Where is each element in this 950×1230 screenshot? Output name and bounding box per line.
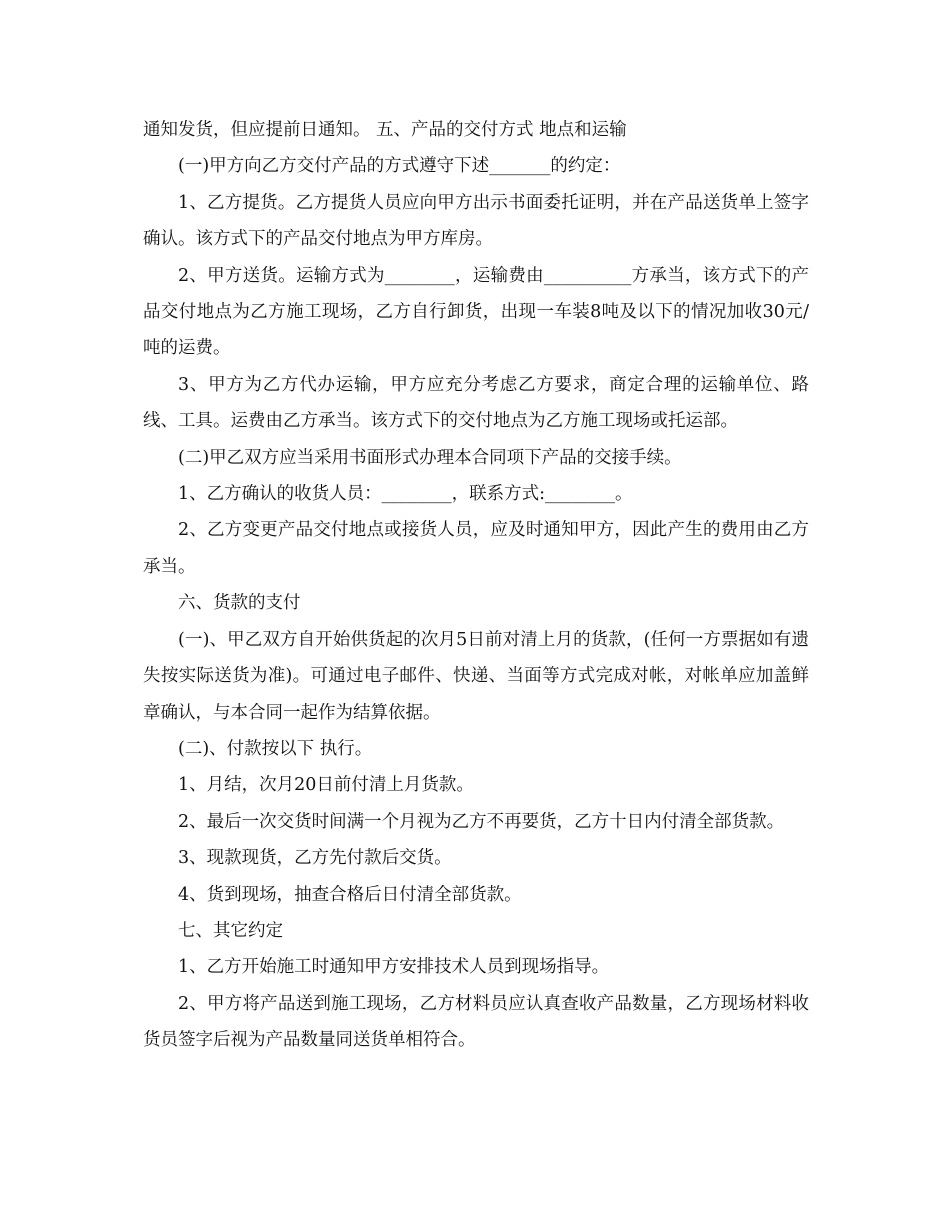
paragraph-receiver-contact: 1、乙方确认的收货人员：________，联系方式:________。	[178, 484, 633, 505]
paragraph-cash-on-delivery: 3、现款现货，乙方先付款后交货。	[178, 848, 452, 869]
paragraph-quantity-check: 2、甲方将产品送到施工现场，乙方材料员应认真查收产品数量，乙方现场材料收货员签字后视为产品数量同送货单相符合。	[143, 993, 809, 1051]
paragraph-pickup: 1、乙方提货。乙方提货人员应向甲方出示书面委托证明，并在产品送货单上签字确认。该方式下的产品交付地点为甲方库房。	[143, 192, 809, 250]
paragraph-technical-guidance: 1、乙方开始施工时通知甲方安排技术人员到现场指导。	[178, 957, 610, 978]
paragraph-agent-transport: 3、甲方为乙方代办运输，甲方应充分考虑乙方要求，商定合理的运输单位、路线、工具。运费由乙方承当。该方式下的交付地点为乙方施工现场或托运部。	[143, 374, 809, 432]
paragraph-change-location: 2、乙方变更产品交付地点或接货人员，应及时通知甲方，因此产生的费用由乙方承当。	[143, 520, 809, 577]
paragraph-spot-check: 4、货到现场，抽查合格后日付清全部货款。	[178, 884, 522, 905]
contract-text-body	[143, 112, 809, 1059]
paragraph-party-a-delivery: 2、甲方送货。运输方式为________，运输费由__________方承当，该方式下的产品交付地点为乙方施工现场，乙方自行卸货，出现一车装8吨及以下的情况加收30元/吨的运费。	[143, 265, 809, 359]
paragraph-handover-formalities: (二)甲乙双方应当采用书面形式办理本合同项下产品的交接手续。	[178, 447, 682, 468]
paragraph-monthly-settlement: 1、月结，次月20日前付清上月货款。	[178, 775, 474, 796]
paragraph-delivery-method: (一)甲方向乙方交付产品的方式遵守下述_______的约定：	[178, 156, 621, 177]
paragraph-notice-delivery: 通知发货，但应提前日通知。 五、产品的交付方式 地点和运输	[143, 120, 627, 140]
section-heading-payment: 六、货款的支付	[178, 593, 301, 614]
section-heading-other: 七、其它约定	[178, 920, 283, 941]
paragraph-last-delivery: 2、最后一次交货时间满一个月视为乙方不再要货，乙方十日内付清全部货款。	[178, 811, 785, 832]
paragraph-reconciliation: (一)、甲乙双方自开始供货起的次月5日前对清上月的货款，(任何一方票据如有遗失按实际送货为准)。可通过电子邮件、快递、当面等方式完成对帐，对帐单应加盖鲜章确认，与本合同一起作为结算依据。	[143, 629, 809, 723]
paragraph-payment-terms: (二)、付款按以下 执行。	[178, 738, 373, 759]
